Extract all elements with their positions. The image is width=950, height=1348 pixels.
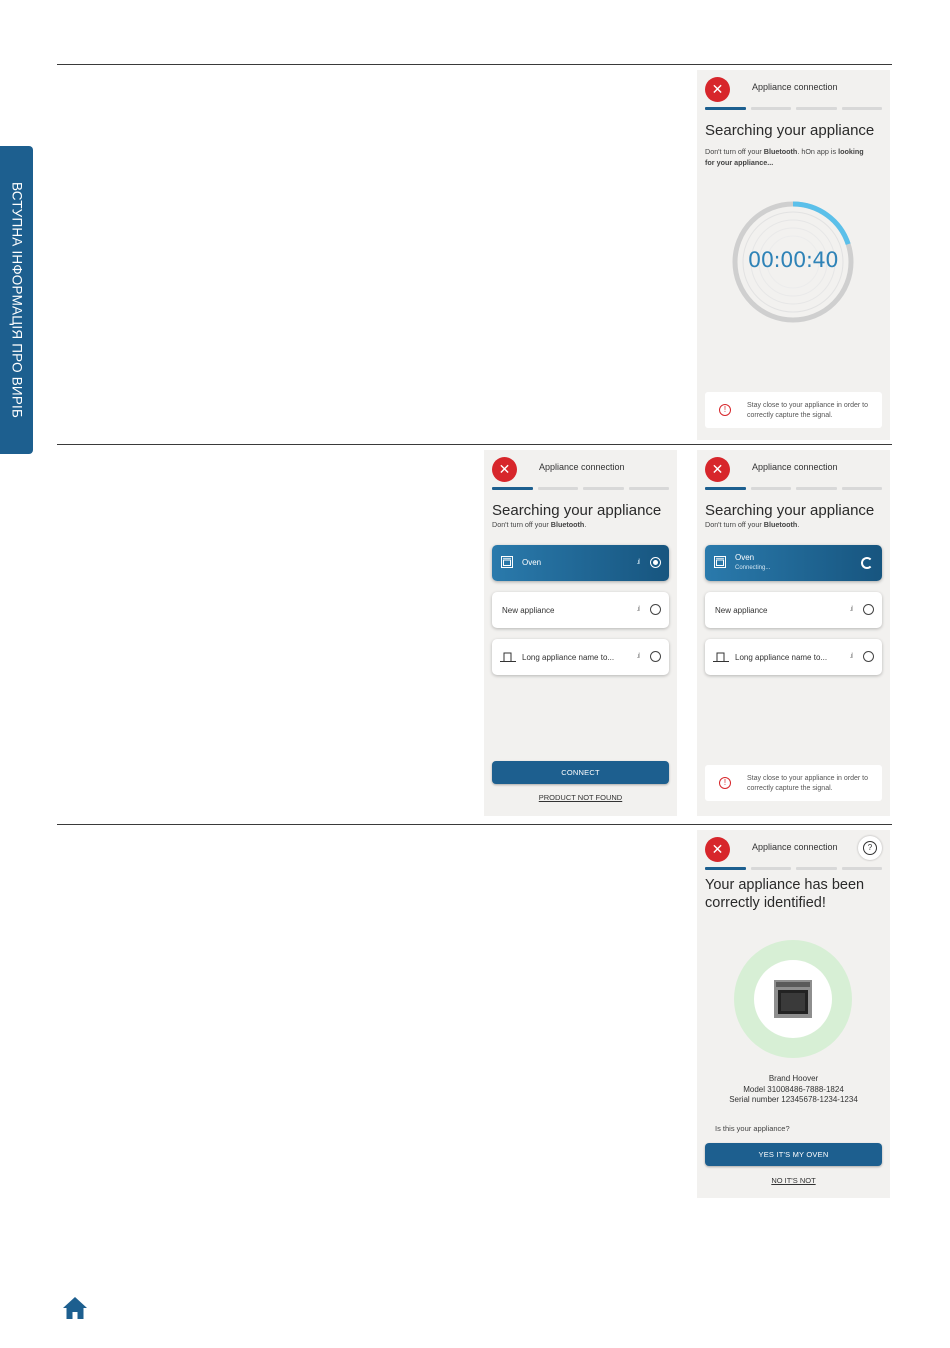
side-section-tab — [0, 146, 33, 454]
screen-title: Searching your appliance — [492, 502, 662, 519]
appliance-card-oven[interactable] — [492, 545, 669, 581]
screen-select-appliance — [484, 450, 677, 816]
appliance-name: Oven — [522, 558, 542, 567]
appliance-name: New appliance — [502, 606, 555, 615]
screen-searching-timer — [697, 70, 890, 440]
appliance-halo — [734, 940, 852, 1058]
signal-icon: .ıl — [636, 606, 639, 613]
close-icon[interactable]: ✕ — [705, 837, 730, 862]
oven-image — [773, 979, 813, 1019]
stay-close-notice — [705, 392, 882, 428]
appliance-card-new[interactable] — [492, 592, 669, 628]
step-progress — [705, 867, 882, 870]
divider-bottom — [57, 824, 892, 825]
radio-unselected[interactable] — [650, 604, 661, 615]
radio-unselected[interactable] — [863, 651, 874, 662]
hood-icon — [500, 652, 516, 662]
close-icon[interactable]: ✕ — [492, 457, 517, 482]
divider-top — [57, 64, 892, 65]
radio-selected[interactable] — [650, 557, 661, 568]
appliance-details: Brand Hoover Model 31008486-7888-1824 Serial number 12345678-1234-1234 — [729, 1074, 858, 1104]
appliance-name: Long appliance name to... — [522, 653, 615, 662]
warning-icon: ! — [719, 777, 731, 789]
stay-close-notice — [705, 765, 882, 801]
close-icon[interactable]: ✕ — [705, 457, 730, 482]
close-icon[interactable]: ✕ — [705, 77, 730, 102]
screen-subtitle: Don't turn off your Bluetooth. hOn app is looking for your appliance... — [705, 147, 864, 167]
step-progress — [705, 487, 882, 490]
yes-my-oven-button[interactable]: YES IT'S MY OVEN — [705, 1143, 882, 1166]
divider-middle — [57, 444, 892, 445]
side-section-label: ВСТУПНА ІНФОРМАЦІЯ ПРО ВИРІБ — [9, 181, 24, 419]
screen-title: Searching your appliance — [705, 122, 875, 139]
header-title: Appliance connection — [752, 842, 838, 852]
countdown-timer — [729, 198, 857, 326]
oven-icon — [501, 556, 513, 568]
signal-icon: .ıl — [636, 653, 639, 660]
timer-value: 00:00:40 — [747, 248, 839, 272]
warning-icon: ! — [719, 404, 731, 416]
radio-unselected[interactable] — [650, 651, 661, 662]
signal-icon: .ıl — [849, 606, 852, 613]
screen-title: Searching your appliance — [705, 502, 875, 519]
loading-spinner-icon — [861, 557, 873, 569]
step-progress — [492, 487, 669, 490]
stay-close-text: Stay close to your appliance in order to correctly capture the signal. — [747, 402, 869, 419]
connection-status: Connecting... — [735, 565, 771, 571]
header-title: Appliance connection — [752, 82, 838, 92]
home-icon[interactable] — [62, 1296, 88, 1320]
step-progress — [705, 107, 882, 110]
connect-button[interactable]: CONNECT — [492, 761, 669, 784]
appliance-card-new[interactable] — [705, 592, 882, 628]
product-not-found-link[interactable]: PRODUCT NOT FOUND — [538, 793, 623, 802]
stay-close-text: Stay close to your appliance in order to correctly capture the signal. — [747, 775, 869, 792]
screen-subtitle: Don't turn off your Bluetooth. — [705, 520, 800, 529]
hood-icon — [713, 652, 729, 662]
appliance-card-hood[interactable] — [705, 639, 882, 675]
radio-unselected[interactable] — [863, 604, 874, 615]
screen-title: Your appliance has been correctly identified! — [705, 877, 865, 911]
appliance-name: Long appliance name to... — [735, 653, 828, 662]
appliance-name: New appliance — [715, 606, 768, 615]
signal-icon: .ıl — [636, 559, 639, 566]
screen-subtitle: Don't turn off your Bluetooth. — [492, 520, 587, 529]
appliance-card-oven-connecting[interactable] — [705, 545, 882, 581]
header-title: Appliance connection — [752, 462, 838, 472]
confirm-question: Is this your appliance? — [715, 1124, 790, 1133]
screen-connecting — [697, 450, 890, 816]
no-its-not-link[interactable]: NO IT'S NOT — [771, 1176, 816, 1185]
appliance-card-hood[interactable] — [492, 639, 669, 675]
screen-appliance-identified — [697, 830, 890, 1198]
header-title: Appliance connection — [539, 462, 625, 472]
oven-icon — [714, 556, 726, 568]
help-icon[interactable]: ? — [858, 836, 882, 860]
signal-icon: .ıl — [849, 653, 852, 660]
appliance-name: Oven — [735, 553, 755, 562]
